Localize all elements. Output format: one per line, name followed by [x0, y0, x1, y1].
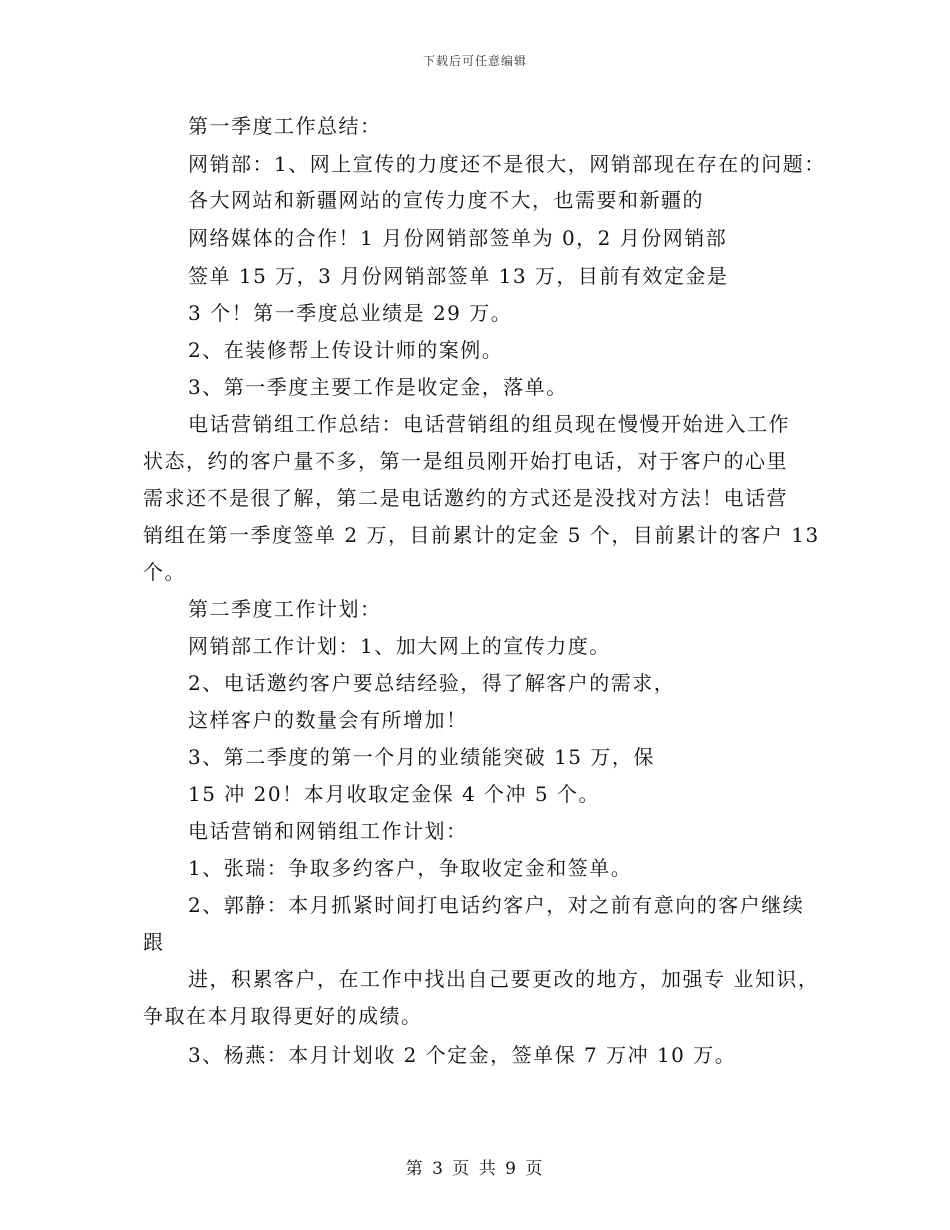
text-line: 15 冲 20！本月收取定金保 4 个冲 5 个。: [188, 782, 600, 806]
text-line: 需求还不是很了解，第二是电话邀约的方式还是没找对方法！电话营: [143, 486, 788, 510]
text-line: 2、在装修帮上传设计师的案例。: [188, 338, 504, 362]
text-line: 签单 15 万，3 月份网销部签单 13 万，目前有效定金是: [188, 264, 729, 288]
text-line: 争取在本月取得更好的成绩。: [143, 1004, 423, 1028]
text-line: 3 个！第一季度总业绩是 29 万。: [188, 301, 513, 325]
text-line: 网络媒体的合作！1 月份网销部签单为 0，2 月份网销部: [188, 226, 728, 250]
text-line: 网销部工作计划：1、加大网上的宣传力度。: [188, 634, 611, 658]
text-line: 电话营销组工作总结：电话营销组的组员现在慢慢开始进入工作: [188, 412, 790, 436]
text-line: 2、电话邀约客户要总结经验，得了解客户的需求，: [188, 671, 676, 695]
text-line: 这样客户的数量会有所增加！: [188, 708, 468, 732]
text-line: 网销部：1、网上宣传的力度还不是很大，网销部现在存在的问题：: [188, 152, 826, 176]
text-line: 2、郭静：本月抓紧时间打电话约客户，对之前有意向的客户继续: [188, 893, 805, 917]
text-line: 3、第二季度的第一个月的业绩能突破 15 万，保: [188, 745, 655, 769]
page-header: 下载后可任意编辑: [422, 54, 527, 68]
text-line: 第二季度工作计划：: [188, 597, 382, 621]
text-line: 各大网站和新疆网站的宣传力度不大，也需要和新疆的: [188, 188, 704, 212]
text-line: 状态，约的客户量不多，第一是组员刚开始打电话，对于客户的心里: [143, 449, 788, 473]
text-line: 进，积累客户，在工作中找出自己要更改的地方，加强专 业知识，: [188, 967, 820, 991]
page-number: 第 3 页 共 9 页: [405, 1159, 545, 1179]
text-line: 销组在第一季度签单 2 万，目前累计的定金 5 个，目前累计的客户 13: [143, 523, 820, 547]
text-line: 1、张瑞：争取多约客户，争取收定金和签单。: [188, 856, 633, 880]
text-line: 第一季度工作总结：: [188, 114, 382, 138]
text-line: 跟: [143, 930, 165, 954]
text-line: 个。: [143, 560, 186, 584]
text-line: 电话营销和网销组工作计划：: [188, 819, 468, 843]
text-line: 3、第一季度主要工作是收定金，落单。: [188, 375, 568, 399]
text-line: 3、杨燕：本月计划收 2 个定金，签单保 7 万冲 10 万。: [188, 1043, 737, 1067]
